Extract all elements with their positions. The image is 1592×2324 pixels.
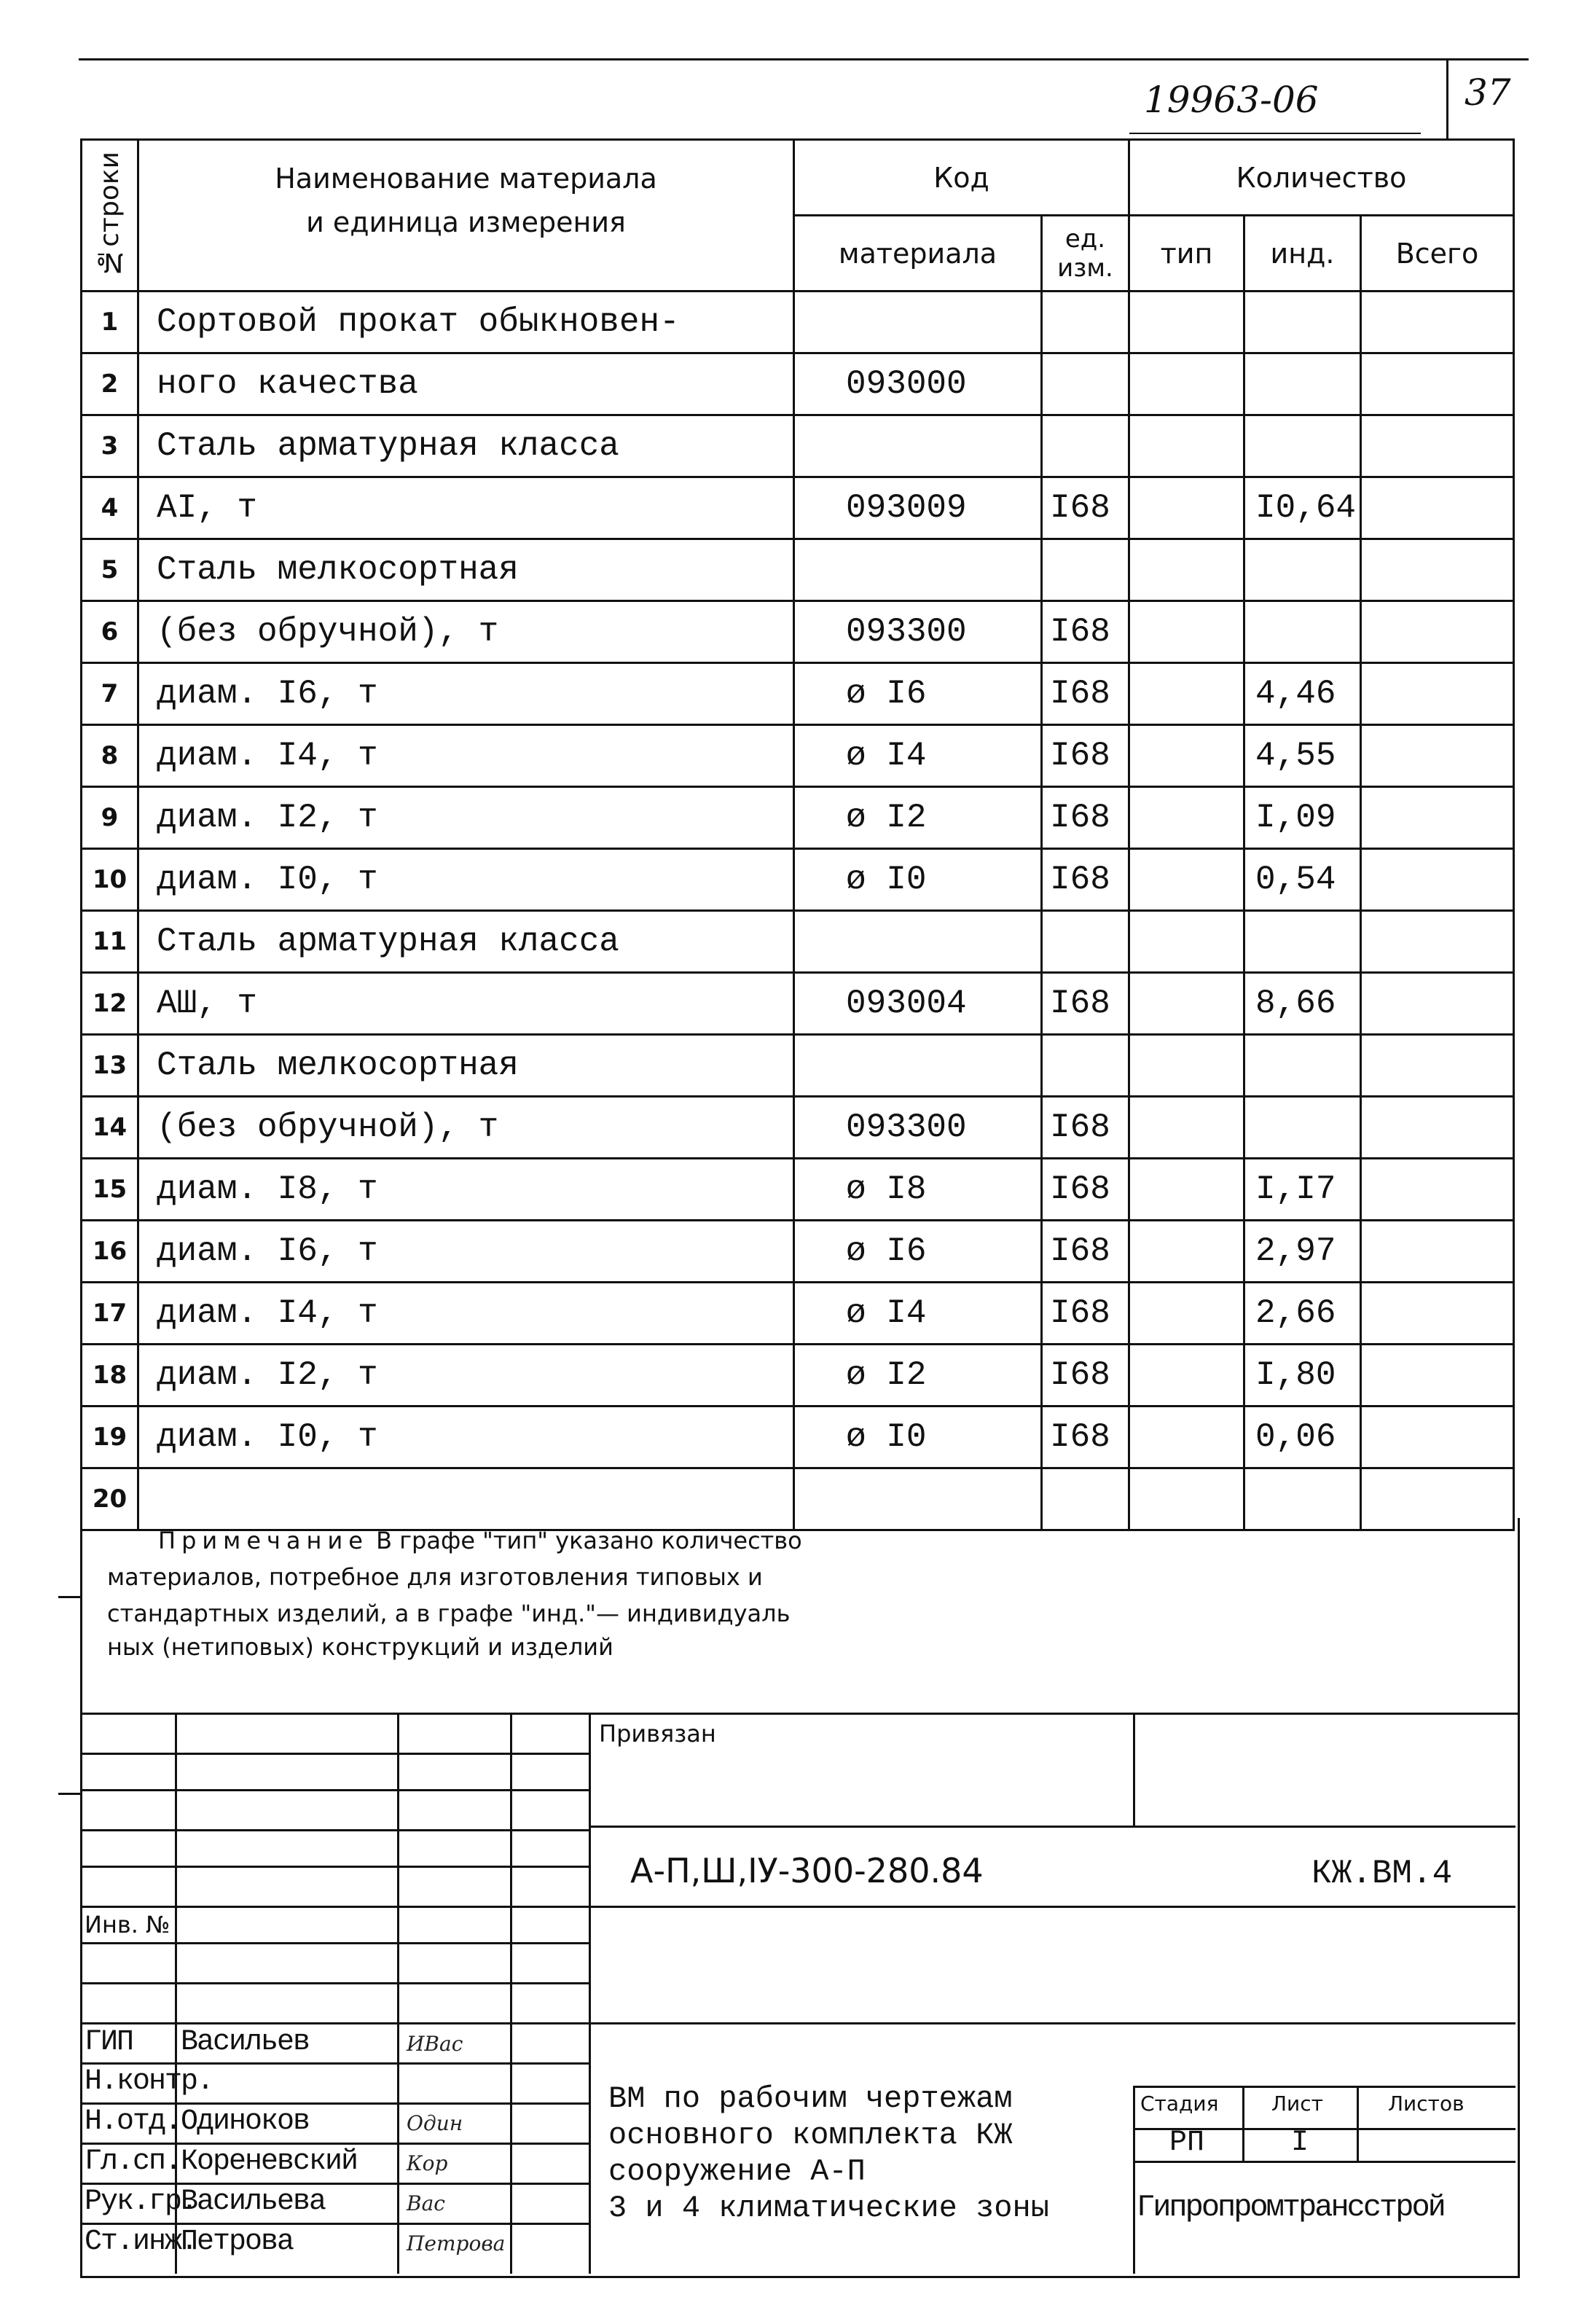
project-code: А-П,Ш,IУ-300-280.84 bbox=[630, 1851, 984, 1890]
sheet-number: 37 bbox=[1464, 71, 1511, 114]
unit-code: I68 bbox=[1042, 601, 1129, 663]
qty-total bbox=[1361, 1035, 1514, 1097]
tb-row-line bbox=[80, 2143, 590, 2145]
qty-total bbox=[1361, 663, 1514, 725]
qty-ind: I,80 bbox=[1244, 1345, 1361, 1406]
sheet-value: I bbox=[1291, 2127, 1309, 2159]
material-code: ø I0 bbox=[794, 1406, 1042, 1468]
qty-type bbox=[1129, 1283, 1244, 1345]
qty-total bbox=[1361, 292, 1514, 353]
material-code: ø I2 bbox=[794, 1345, 1042, 1406]
qty-ind bbox=[1244, 601, 1361, 663]
tb-stage-col bbox=[1242, 2086, 1244, 2161]
description-line-2: основного комплекта КЖ bbox=[608, 2118, 1013, 2153]
staff-role: Рук.гр. bbox=[85, 2186, 197, 2218]
qty-total-header: Всего bbox=[1361, 216, 1514, 292]
material-code: 093000 bbox=[794, 353, 1042, 415]
qty-ind bbox=[1244, 539, 1361, 601]
note-line-1: В графе "тип" указано количество bbox=[368, 1527, 802, 1554]
material-name: Сортовой прокат обыкновен- bbox=[138, 292, 794, 353]
material-name: (без обручной), т bbox=[138, 1097, 794, 1159]
material-name: AШ, т bbox=[138, 973, 794, 1035]
row-number: 9 bbox=[82, 787, 138, 849]
top-border bbox=[79, 58, 1529, 60]
qty-type bbox=[1129, 911, 1244, 973]
material-name: Сталь арматурная класса bbox=[138, 415, 794, 477]
qty-type bbox=[1129, 973, 1244, 1035]
material-code: ø I4 bbox=[794, 725, 1042, 787]
description-line-1: ВМ по рабочим чертежам bbox=[608, 2081, 1013, 2116]
staff-role: Н.отд. bbox=[85, 2105, 181, 2138]
qty-ind bbox=[1244, 292, 1361, 353]
margin-tick bbox=[58, 1793, 82, 1795]
qty-type bbox=[1129, 1097, 1244, 1159]
row-number: 13 bbox=[82, 1035, 138, 1097]
qty-ind: I,09 bbox=[1244, 787, 1361, 849]
unit-code: I68 bbox=[1042, 1345, 1129, 1406]
qty-ind: 2,97 bbox=[1244, 1221, 1361, 1283]
row-number: 4 bbox=[82, 477, 138, 539]
table-row bbox=[82, 539, 1514, 601]
qty-ind: 2,66 bbox=[1244, 1283, 1361, 1345]
qty-type bbox=[1129, 1035, 1244, 1097]
material-code: ø I6 bbox=[794, 1221, 1042, 1283]
qty-type bbox=[1129, 1221, 1244, 1283]
row-number: 16 bbox=[82, 1221, 138, 1283]
table-row bbox=[82, 1097, 1514, 1159]
staff-signature: ИВас bbox=[407, 2032, 463, 2056]
material-name: Сталь арматурная класса bbox=[138, 911, 794, 973]
note-block bbox=[80, 1518, 1520, 1715]
tb-row-line bbox=[80, 2183, 590, 2185]
material-code: 093300 bbox=[794, 601, 1042, 663]
qty-ind bbox=[1244, 911, 1361, 973]
material-name: Сталь мелкосортная bbox=[138, 1035, 794, 1097]
qty-total bbox=[1361, 849, 1514, 911]
tb-row-line bbox=[80, 1906, 1515, 1908]
row-number: 17 bbox=[82, 1283, 138, 1345]
table-row bbox=[82, 973, 1514, 1035]
unit-code: I68 bbox=[1042, 973, 1129, 1035]
material-name: диам. I0, т bbox=[138, 1406, 794, 1468]
material-name: диам. I4, т bbox=[138, 725, 794, 787]
table-row bbox=[82, 1159, 1514, 1221]
qty-type bbox=[1129, 1406, 1244, 1468]
qty-total bbox=[1361, 1221, 1514, 1283]
unit-code bbox=[1042, 415, 1129, 477]
tb-row-line bbox=[80, 2062, 590, 2065]
tb-stage-col bbox=[1357, 2086, 1359, 2161]
material-code: ø I2 bbox=[794, 787, 1042, 849]
qty-total bbox=[1361, 787, 1514, 849]
tb-row-line bbox=[80, 2022, 1515, 2024]
table-row bbox=[82, 663, 1514, 725]
tb-row-line bbox=[80, 1789, 590, 1791]
qty-total bbox=[1361, 477, 1514, 539]
staff-name: Васильева bbox=[181, 2186, 326, 2218]
qty-type bbox=[1129, 477, 1244, 539]
organization: Гипропромтрансстрой bbox=[1137, 2190, 1444, 2225]
qty-ind: 0,06 bbox=[1244, 1406, 1361, 1468]
qty-total bbox=[1361, 353, 1514, 415]
tb-row-line bbox=[80, 1942, 590, 1944]
unit-code: I68 bbox=[1042, 725, 1129, 787]
material-name: диам. I2, т bbox=[138, 787, 794, 849]
unit-code bbox=[1042, 1035, 1129, 1097]
tb-stage-bottom bbox=[1133, 2161, 1515, 2163]
unit-code: I68 bbox=[1042, 477, 1129, 539]
material-code bbox=[794, 911, 1042, 973]
material-name: диам. I0, т bbox=[138, 849, 794, 911]
tb-row-line bbox=[80, 1829, 590, 1831]
qty-type bbox=[1129, 1345, 1244, 1406]
note-line-4: ных (нетиповых) конструкций и изделий bbox=[107, 1633, 613, 1661]
table-row bbox=[82, 1221, 1514, 1283]
sheet-label: Лист bbox=[1271, 2092, 1323, 2116]
tb-right-divider bbox=[1133, 2086, 1135, 2274]
qty-total bbox=[1361, 539, 1514, 601]
table-row bbox=[82, 1345, 1514, 1406]
row-number: 8 bbox=[82, 725, 138, 787]
unit-code: I68 bbox=[1042, 1283, 1129, 1345]
qty-ind: 0,54 bbox=[1244, 849, 1361, 911]
qty-type-header: тип bbox=[1129, 216, 1244, 292]
tb-stage-top bbox=[1133, 2086, 1515, 2088]
material-code: ø I8 bbox=[794, 1159, 1042, 1221]
row-number: 12 bbox=[82, 973, 138, 1035]
description-line-4: 3 и 4 климатические зоны bbox=[608, 2191, 1049, 2226]
tb-col-4 bbox=[589, 1713, 591, 2274]
qty-ind bbox=[1244, 1097, 1361, 1159]
table-row bbox=[82, 1283, 1514, 1345]
name-header: Наименование материала и единица измерения bbox=[138, 140, 794, 292]
unit-code: I68 bbox=[1042, 787, 1129, 849]
materials-table bbox=[80, 138, 1515, 1531]
material-name: (без обручной), т bbox=[138, 601, 794, 663]
sheets-label: Листов bbox=[1388, 2092, 1464, 2116]
note-title: Примечание bbox=[158, 1527, 369, 1554]
tb-row-line bbox=[80, 1982, 590, 1984]
qty-type bbox=[1129, 849, 1244, 911]
material-code bbox=[794, 292, 1042, 353]
doc-number: 19963-06 bbox=[1144, 79, 1319, 121]
tb-right-line bbox=[589, 1826, 1515, 1828]
material-code bbox=[794, 415, 1042, 477]
qty-ind: 8,66 bbox=[1244, 973, 1361, 1035]
code-material-header: материала bbox=[794, 216, 1042, 292]
material-code bbox=[794, 1035, 1042, 1097]
qty-ind-header: инд. bbox=[1244, 216, 1361, 292]
staff-signature: Вас bbox=[407, 2191, 445, 2215]
qty-type bbox=[1129, 787, 1244, 849]
unit-code bbox=[1042, 292, 1129, 353]
qty-total bbox=[1361, 1345, 1514, 1406]
row-number: 14 bbox=[82, 1097, 138, 1159]
qty-type bbox=[1129, 415, 1244, 477]
note-line-2: материалов, потребное для изготовления типовых и bbox=[107, 1563, 763, 1591]
qty-ind bbox=[1244, 1035, 1361, 1097]
material-code: ø I4 bbox=[794, 1283, 1042, 1345]
row-number: 2 bbox=[82, 353, 138, 415]
stage-label: Стадия bbox=[1140, 2092, 1219, 2116]
row-number: 15 bbox=[82, 1159, 138, 1221]
row-number: 18 bbox=[82, 1345, 138, 1406]
tb-row-line bbox=[80, 2223, 590, 2225]
material-code: 093009 bbox=[794, 477, 1042, 539]
attached-label: Привязан bbox=[599, 1720, 716, 1748]
sheet-code: КЖ.ВМ.4 bbox=[1311, 1855, 1453, 1893]
material-name: диам. I6, т bbox=[138, 663, 794, 725]
qty-total bbox=[1361, 911, 1514, 973]
table-row bbox=[82, 911, 1514, 973]
inv-label: Инв. № bbox=[85, 1911, 170, 1938]
unit-code bbox=[1042, 539, 1129, 601]
row-number: 6 bbox=[82, 601, 138, 663]
tb-right-divider bbox=[1133, 1713, 1135, 1826]
row-number: 7 bbox=[82, 663, 138, 725]
unit-code: I68 bbox=[1042, 849, 1129, 911]
row-number: 19 bbox=[82, 1406, 138, 1468]
row-number: 20 bbox=[82, 1468, 138, 1530]
unit-code: I68 bbox=[1042, 1097, 1129, 1159]
table-row bbox=[82, 415, 1514, 477]
qty-total bbox=[1361, 415, 1514, 477]
row-number-header: №строки bbox=[82, 140, 138, 292]
sheet-number-divider bbox=[1446, 58, 1448, 138]
stage-value: РП bbox=[1169, 2127, 1205, 2159]
qty-ind: 4,55 bbox=[1244, 725, 1361, 787]
material-name: диам. I4, т bbox=[138, 1283, 794, 1345]
table-row bbox=[82, 849, 1514, 911]
qty-total bbox=[1361, 1097, 1514, 1159]
material-code: 093004 bbox=[794, 973, 1042, 1035]
qty-ind: I0,64 bbox=[1244, 477, 1361, 539]
material-code bbox=[794, 539, 1042, 601]
row-number: 11 bbox=[82, 911, 138, 973]
table-row bbox=[82, 787, 1514, 849]
qty-type bbox=[1129, 353, 1244, 415]
doc-number-underline bbox=[1129, 133, 1421, 134]
material-name: диам. I2, т bbox=[138, 1345, 794, 1406]
staff-name: Петрова bbox=[181, 2226, 294, 2258]
table-row bbox=[82, 1406, 1514, 1468]
unit-code bbox=[1042, 911, 1129, 973]
staff-name: Васильев bbox=[181, 2026, 310, 2059]
staff-signature: Кор bbox=[407, 2151, 448, 2175]
row-number: 5 bbox=[82, 539, 138, 601]
staff-signature: Петрова bbox=[407, 2231, 506, 2255]
staff-role: Ст.инж. bbox=[85, 2226, 197, 2258]
row-number: 1 bbox=[82, 292, 138, 353]
qty-type bbox=[1129, 601, 1244, 663]
row-number: 3 bbox=[82, 415, 138, 477]
material-name: диам. I6, т bbox=[138, 1221, 794, 1283]
qty-total bbox=[1361, 601, 1514, 663]
note-line-3: стандартных изделий, а в графе "инд."— индивидуаль bbox=[107, 1600, 791, 1627]
qty-total bbox=[1361, 1283, 1514, 1345]
material-code: ø I6 bbox=[794, 663, 1042, 725]
qty-ind bbox=[1244, 415, 1361, 477]
staff-name: Одиноков bbox=[181, 2105, 310, 2138]
material-code: ø I0 bbox=[794, 849, 1042, 911]
qty-type bbox=[1129, 663, 1244, 725]
qty-type bbox=[1129, 292, 1244, 353]
table-row bbox=[82, 477, 1514, 539]
qty-total bbox=[1361, 1406, 1514, 1468]
description-line-3: сооружение А-П bbox=[608, 2154, 866, 2189]
tb-col-3 bbox=[510, 1713, 512, 2274]
unit-code: I68 bbox=[1042, 1406, 1129, 1468]
staff-signature: Один bbox=[407, 2111, 463, 2135]
tb-col-2 bbox=[397, 1713, 399, 2274]
qty-total bbox=[1361, 1159, 1514, 1221]
table-row bbox=[82, 725, 1514, 787]
code-unit-header: ед. изм. bbox=[1042, 216, 1129, 292]
description bbox=[608, 2081, 1049, 2226]
qty-ind bbox=[1244, 353, 1361, 415]
table-row bbox=[82, 601, 1514, 663]
table-row bbox=[82, 353, 1514, 415]
qty-type bbox=[1129, 539, 1244, 601]
unit-code: I68 bbox=[1042, 1159, 1129, 1221]
table-row bbox=[82, 292, 1514, 353]
staff-role: ГИП bbox=[85, 2026, 133, 2059]
qty-type bbox=[1129, 725, 1244, 787]
unit-code bbox=[1042, 353, 1129, 415]
staff-role: Гл.сп. bbox=[85, 2145, 181, 2178]
qty-total bbox=[1361, 725, 1514, 787]
code-header: Код bbox=[794, 140, 1129, 216]
material-name: Сталь мелкосортная bbox=[138, 539, 794, 601]
tb-row-line bbox=[80, 1753, 590, 1755]
margin-tick bbox=[58, 1596, 82, 1598]
material-code: 093300 bbox=[794, 1097, 1042, 1159]
staff-name: Кореневский bbox=[181, 2145, 358, 2178]
qty-total bbox=[1361, 973, 1514, 1035]
material-name: ного качества bbox=[138, 353, 794, 415]
quantity-header: Количество bbox=[1129, 140, 1514, 216]
staff-role: Н.контр. bbox=[85, 2065, 213, 2098]
qty-ind: I,I7 bbox=[1244, 1159, 1361, 1221]
unit-code: I68 bbox=[1042, 1221, 1129, 1283]
tb-row-line bbox=[80, 2102, 590, 2105]
material-name: AI, т bbox=[138, 477, 794, 539]
qty-type bbox=[1129, 1159, 1244, 1221]
table-row bbox=[82, 1035, 1514, 1097]
unit-code: I68 bbox=[1042, 663, 1129, 725]
row-number: 10 bbox=[82, 849, 138, 911]
material-name: диам. I8, т bbox=[138, 1159, 794, 1221]
qty-ind: 4,46 bbox=[1244, 663, 1361, 725]
tb-row-line bbox=[80, 1866, 590, 1868]
